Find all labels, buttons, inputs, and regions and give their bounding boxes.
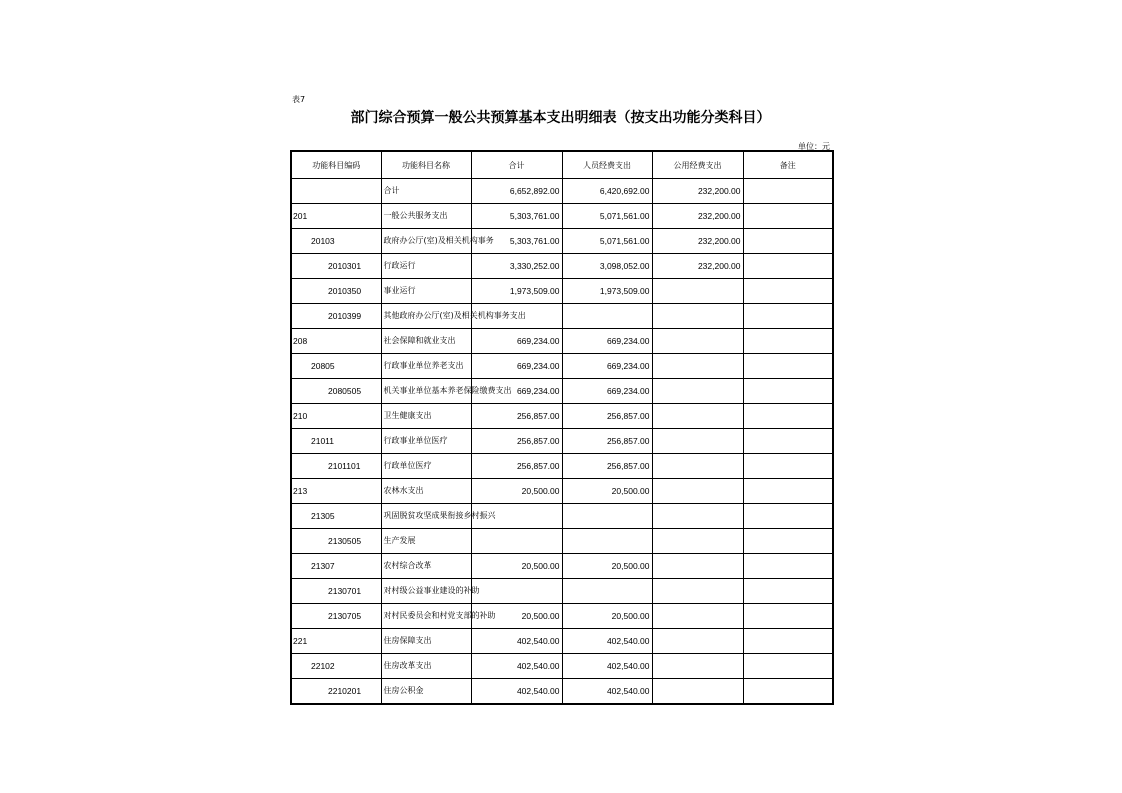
table-row bbox=[291, 254, 833, 279]
cell-name: 行政事业单位医疗 bbox=[381, 429, 471, 454]
cell-public: 232,200.00 bbox=[652, 204, 743, 229]
table-body bbox=[291, 179, 833, 705]
column-header-public: 公用经费支出 bbox=[652, 151, 743, 179]
cell-note bbox=[743, 229, 833, 254]
cell-personnel: 256,857.00 bbox=[562, 429, 652, 454]
cell-note bbox=[743, 579, 833, 604]
cell-total: 669,234.00 bbox=[471, 329, 562, 354]
cell-public bbox=[652, 504, 743, 529]
table-row bbox=[291, 204, 833, 229]
cell-note bbox=[743, 179, 833, 204]
cell-personnel: 669,234.00 bbox=[562, 329, 652, 354]
cell-total: 669,234.00 bbox=[471, 379, 562, 404]
cell-total: 402,540.00 bbox=[471, 654, 562, 679]
cell-total: 256,857.00 bbox=[471, 429, 562, 454]
cell-code: 2010399 bbox=[291, 304, 381, 329]
cell-name: 社会保障和就业支出 bbox=[381, 329, 471, 354]
cell-public bbox=[652, 654, 743, 679]
cell-name: 合计 bbox=[381, 179, 471, 204]
cell-personnel bbox=[562, 504, 652, 529]
cell-note bbox=[743, 679, 833, 705]
column-header-total: 合计 bbox=[471, 151, 562, 179]
cell-total: 256,857.00 bbox=[471, 454, 562, 479]
cell-code bbox=[291, 179, 381, 204]
cell-code: 2130505 bbox=[291, 529, 381, 554]
cell-code: 2210201 bbox=[291, 679, 381, 705]
cell-name: 机关事业单位基本养老保险缴费支出 bbox=[381, 379, 471, 404]
cell-name: 对村民委员会和村党支部的补助 bbox=[381, 604, 471, 629]
cell-code: 201 bbox=[291, 204, 381, 229]
unit-label: 单位：元 bbox=[798, 142, 830, 151]
cell-code: 20805 bbox=[291, 354, 381, 379]
cell-public bbox=[652, 454, 743, 479]
cell-total: 20,500.00 bbox=[471, 604, 562, 629]
cell-public bbox=[652, 354, 743, 379]
cell-personnel bbox=[562, 304, 652, 329]
cell-note bbox=[743, 454, 833, 479]
cell-total bbox=[471, 529, 562, 554]
cell-public bbox=[652, 279, 743, 304]
table-row bbox=[291, 629, 833, 654]
cell-name: 行政单位医疗 bbox=[381, 454, 471, 479]
cell-total: 669,234.00 bbox=[471, 354, 562, 379]
cell-note bbox=[743, 504, 833, 529]
column-header-code: 功能科目编码 bbox=[291, 151, 381, 179]
cell-name: 巩固脱贫攻坚成果衔接乡村振兴 bbox=[381, 504, 471, 529]
table-row bbox=[291, 304, 833, 329]
cell-note bbox=[743, 254, 833, 279]
table-row bbox=[291, 654, 833, 679]
cell-name: 对村级公益事业建设的补助 bbox=[381, 579, 471, 604]
table-row bbox=[291, 604, 833, 629]
cell-code: 2130701 bbox=[291, 579, 381, 604]
cell-public bbox=[652, 379, 743, 404]
cell-public bbox=[652, 604, 743, 629]
table-row bbox=[291, 279, 833, 304]
cell-name: 政府办公厅(室)及相关机构事务 bbox=[381, 229, 471, 254]
cell-code: 21305 bbox=[291, 504, 381, 529]
cell-total bbox=[471, 579, 562, 604]
cell-name: 住房改革支出 bbox=[381, 654, 471, 679]
expenditure-table bbox=[290, 150, 834, 705]
table-row bbox=[291, 579, 833, 604]
table-row bbox=[291, 554, 833, 579]
cell-total: 5,303,761.00 bbox=[471, 229, 562, 254]
cell-total: 5,303,761.00 bbox=[471, 204, 562, 229]
cell-note bbox=[743, 304, 833, 329]
cell-personnel: 402,540.00 bbox=[562, 629, 652, 654]
cell-name: 卫生健康支出 bbox=[381, 404, 471, 429]
cell-personnel: 256,857.00 bbox=[562, 404, 652, 429]
cell-code: 20103 bbox=[291, 229, 381, 254]
cell-public bbox=[652, 404, 743, 429]
cell-note bbox=[743, 204, 833, 229]
cell-public: 232,200.00 bbox=[652, 179, 743, 204]
cell-note bbox=[743, 279, 833, 304]
cell-note bbox=[743, 379, 833, 404]
table-number: 表7 bbox=[292, 95, 306, 104]
cell-public bbox=[652, 304, 743, 329]
table-row bbox=[291, 454, 833, 479]
cell-name: 农村综合改革 bbox=[381, 554, 471, 579]
cell-personnel: 256,857.00 bbox=[562, 454, 652, 479]
table-header-row bbox=[291, 151, 833, 179]
cell-public bbox=[652, 479, 743, 504]
cell-code: 2080505 bbox=[291, 379, 381, 404]
cell-name: 农林水支出 bbox=[381, 479, 471, 504]
cell-total: 6,652,892.00 bbox=[471, 179, 562, 204]
table-row bbox=[291, 404, 833, 429]
cell-public bbox=[652, 554, 743, 579]
cell-note bbox=[743, 404, 833, 429]
cell-code: 213 bbox=[291, 479, 381, 504]
table-row bbox=[291, 379, 833, 404]
column-header-note: 备注 bbox=[743, 151, 833, 179]
cell-public bbox=[652, 679, 743, 705]
cell-public bbox=[652, 329, 743, 354]
cell-total: 256,857.00 bbox=[471, 404, 562, 429]
table-row bbox=[291, 429, 833, 454]
cell-personnel: 5,071,561.00 bbox=[562, 204, 652, 229]
cell-personnel: 669,234.00 bbox=[562, 379, 652, 404]
page-title: 部门综合预算一般公共预算基本支出明细表（按支出功能分类科目） bbox=[350, 110, 771, 126]
cell-public bbox=[652, 629, 743, 654]
cell-note bbox=[743, 554, 833, 579]
cell-code: 2101101 bbox=[291, 454, 381, 479]
column-header-name: 功能科目名称 bbox=[381, 151, 471, 179]
cell-note bbox=[743, 354, 833, 379]
cell-name: 住房公积金 bbox=[381, 679, 471, 705]
cell-code: 221 bbox=[291, 629, 381, 654]
cell-code: 2010350 bbox=[291, 279, 381, 304]
cell-public: 232,200.00 bbox=[652, 229, 743, 254]
cell-total: 402,540.00 bbox=[471, 629, 562, 654]
cell-total: 1,973,509.00 bbox=[471, 279, 562, 304]
cell-personnel: 20,500.00 bbox=[562, 479, 652, 504]
cell-personnel: 20,500.00 bbox=[562, 554, 652, 579]
cell-name: 其他政府办公厅(室)及相关机构事务支出 bbox=[381, 304, 471, 329]
cell-public bbox=[652, 529, 743, 554]
cell-note bbox=[743, 604, 833, 629]
cell-name: 住房保障支出 bbox=[381, 629, 471, 654]
cell-code: 210 bbox=[291, 404, 381, 429]
cell-public bbox=[652, 429, 743, 454]
cell-personnel: 3,098,052.00 bbox=[562, 254, 652, 279]
table-row bbox=[291, 479, 833, 504]
cell-total: 20,500.00 bbox=[471, 554, 562, 579]
cell-personnel: 6,420,692.00 bbox=[562, 179, 652, 204]
cell-public: 232,200.00 bbox=[652, 254, 743, 279]
cell-personnel bbox=[562, 529, 652, 554]
cell-code: 2130705 bbox=[291, 604, 381, 629]
cell-name: 行政事业单位养老支出 bbox=[381, 354, 471, 379]
cell-code: 22102 bbox=[291, 654, 381, 679]
cell-public bbox=[652, 579, 743, 604]
cell-name: 一般公共服务支出 bbox=[381, 204, 471, 229]
cell-personnel: 402,540.00 bbox=[562, 654, 652, 679]
cell-code: 21307 bbox=[291, 554, 381, 579]
cell-personnel: 669,234.00 bbox=[562, 354, 652, 379]
cell-code: 208 bbox=[291, 329, 381, 354]
table-row bbox=[291, 529, 833, 554]
cell-name: 生产发展 bbox=[381, 529, 471, 554]
column-header-personnel: 人员经费支出 bbox=[562, 151, 652, 179]
cell-note bbox=[743, 479, 833, 504]
cell-name: 事业运行 bbox=[381, 279, 471, 304]
cell-code: 21011 bbox=[291, 429, 381, 454]
cell-note bbox=[743, 654, 833, 679]
cell-personnel: 1,973,509.00 bbox=[562, 279, 652, 304]
cell-total: 402,540.00 bbox=[471, 679, 562, 705]
cell-total: 20,500.00 bbox=[471, 479, 562, 504]
table-row bbox=[291, 354, 833, 379]
cell-note bbox=[743, 329, 833, 354]
table-row bbox=[291, 179, 833, 204]
cell-note bbox=[743, 429, 833, 454]
cell-note bbox=[743, 629, 833, 654]
cell-total: 3,330,252.00 bbox=[471, 254, 562, 279]
cell-personnel bbox=[562, 579, 652, 604]
table-row bbox=[291, 329, 833, 354]
cell-personnel: 5,071,561.00 bbox=[562, 229, 652, 254]
cell-name: 行政运行 bbox=[381, 254, 471, 279]
cell-personnel: 402,540.00 bbox=[562, 679, 652, 705]
cell-code: 2010301 bbox=[291, 254, 381, 279]
cell-note bbox=[743, 529, 833, 554]
table-row bbox=[291, 679, 833, 705]
cell-personnel: 20,500.00 bbox=[562, 604, 652, 629]
table-row bbox=[291, 229, 833, 254]
table-row bbox=[291, 504, 833, 529]
